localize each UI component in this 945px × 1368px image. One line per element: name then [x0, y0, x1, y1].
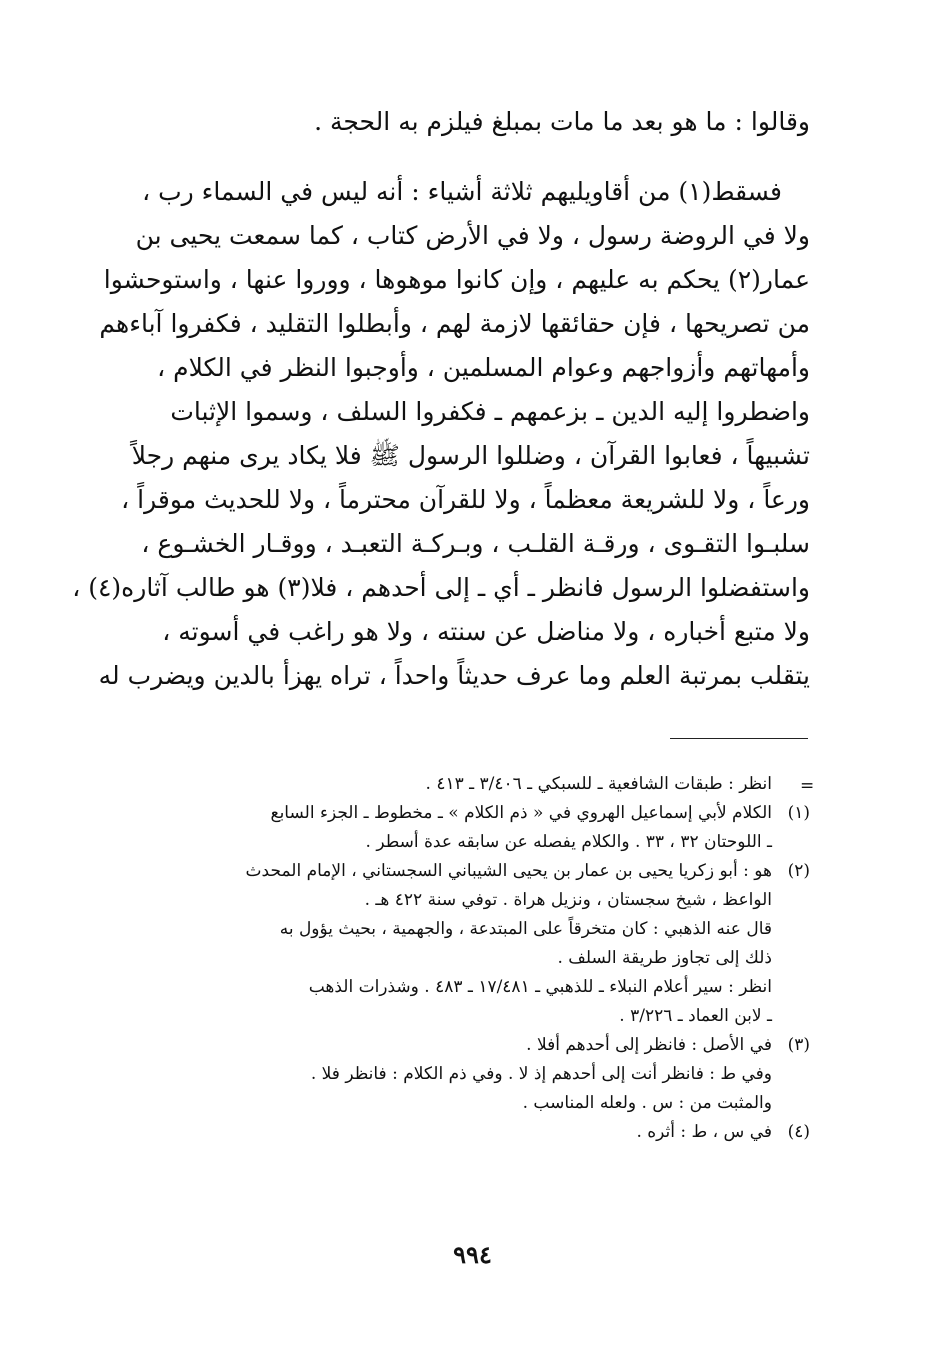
- text-line: ولا في الروضة رسول ، ولا في الأرض كتاب ، كما سمعت يحيى بن: [135, 221, 810, 250]
- footnote-4: [105, 1118, 810, 1147]
- footnote-line: ـ لابن العماد ـ ٣/٢٢٦ .: [619, 1006, 772, 1026]
- footnote-1: [105, 799, 810, 857]
- text-line: ورعاً ، ولا للشريعة معظماً ، ولا للقرآن محترماً ، ولا للحديث موقراً ،: [121, 485, 810, 514]
- footnote-number: (٢): [787, 861, 810, 881]
- footnote-2: [105, 857, 810, 915]
- text-line: واستفضلوا الرسول فانظر ـ أي ـ إلى أحدهم ، فلا(٣) هو طالب آثاره(٤) ،: [72, 573, 810, 602]
- footnotes: [105, 770, 810, 1147]
- text-line: من تصريحها ، فإن حقائقها لازمة لهم ، وأبطلوا التقليد ، فكفروا آباءهم: [99, 309, 810, 338]
- footnote-line: قال عنه الذهبي : كان متخرقاً على المبتدعة ، والجهمية ، بحيث يؤول به: [279, 919, 772, 939]
- text-line: سلبـوا التقـوى ، ورقـة القلـب ، وبـركـة التعبـد ، ووقـار الخشـوع ،: [141, 529, 810, 558]
- opening-line: وقالوا : ما هو بعد ما مات بمبلغ فيلزم به الحجة .: [314, 107, 810, 136]
- footnote-3-variant: [105, 1060, 810, 1118]
- page-number: ٩٩٤: [453, 1240, 492, 1269]
- text-line: ولا متبع أخباره ، ولا مناضل عن سنته ، ولا هو راغب في أسوته ،: [162, 617, 810, 646]
- footnote-line: انظر : طبقات الشافعية ـ للسبكي ـ ٣/٤٠٦ ـ ٤١٣ .: [425, 774, 772, 794]
- text-line: واضطروا إليه الدين ـ بزعمهم ـ فكفروا السلف ، وسموا الإثبات: [170, 397, 810, 426]
- body-paragraph: [72, 170, 810, 698]
- footnote-3: [105, 1031, 810, 1060]
- footnote-line: الكلام لأبي إسماعيل الهروي في « ذم الكلام » ـ مخطوط ـ الجزء السابع: [270, 803, 772, 823]
- continuation-mark: =: [800, 776, 815, 796]
- footnote-number: (١): [787, 803, 810, 823]
- footnote-line: والمثبت من : س . ولعله المناسب .: [522, 1093, 772, 1113]
- footnote-separator: [670, 738, 808, 739]
- footnote-2-reference: [105, 973, 810, 1031]
- footnote-continued: [105, 770, 810, 799]
- paragraph-gap: [105, 144, 810, 170]
- footnote-line: الواعظ ، شيخ سجستان ، ونزيل هراة . توفي سنة ٤٢٢ هـ .: [364, 890, 772, 910]
- footnote-line: انظر : سير أعلام النبلاء ـ للذهبي ـ ١٧/٤٨١ ـ ٤٨٣ . وشذرات الذهب: [308, 977, 772, 997]
- footnote-line: ـ اللوحتان ٣٢ ، ٣٣ . والكلام يفصله عن سابقه عدة أسطر .: [365, 832, 772, 852]
- text-line: تشبيهاً ، فعابوا القرآن ، وضللوا الرسول ﷺ فلا يكاد يرى منهم رجلاً: [131, 441, 810, 470]
- main-text: [72, 100, 810, 698]
- text-line: يتقلب بمرتبة العلم وما عرف حديثاً واحداً ، تراه يهزأ بالدين ويضرب له: [98, 661, 810, 690]
- text-line: فسقط(١) من أقاويليهم ثلاثة أشياء : أنه ليس في السماء رب ،: [142, 177, 782, 206]
- footnote-number: (٤): [787, 1122, 810, 1142]
- footnote-number: (٣): [787, 1035, 810, 1055]
- footnote-line: في س ، ط : أثره .: [636, 1122, 772, 1142]
- footnote-line: ذلك إلى تجاوز طريقة السلف .: [557, 948, 772, 968]
- footnote-line: وفي ط : فانظر أنت إلى أحدهم إذ لا . وفي ذم الكلام : فانظر فلا .: [310, 1064, 772, 1084]
- footnote-2-note: [105, 915, 810, 973]
- footnote-line: هو : أبو زكريا يحيى بن عمار بن يحيى الشيباني السجستاني ، الإمام المحدث: [245, 861, 772, 881]
- text-line: وأمهاتهم وأزواجهم وعوام المسلمين ، وأوجبوا النظر في الكلام ،: [157, 353, 810, 382]
- footnote-line: في الأصل : فانظر إلى أحدهم أفلا .: [526, 1035, 772, 1055]
- text-line: عمار(٢) يحكم به عليهم ، وإن كانوا موهوها ، ووروا عنها ، واستوحشوا: [103, 265, 810, 294]
